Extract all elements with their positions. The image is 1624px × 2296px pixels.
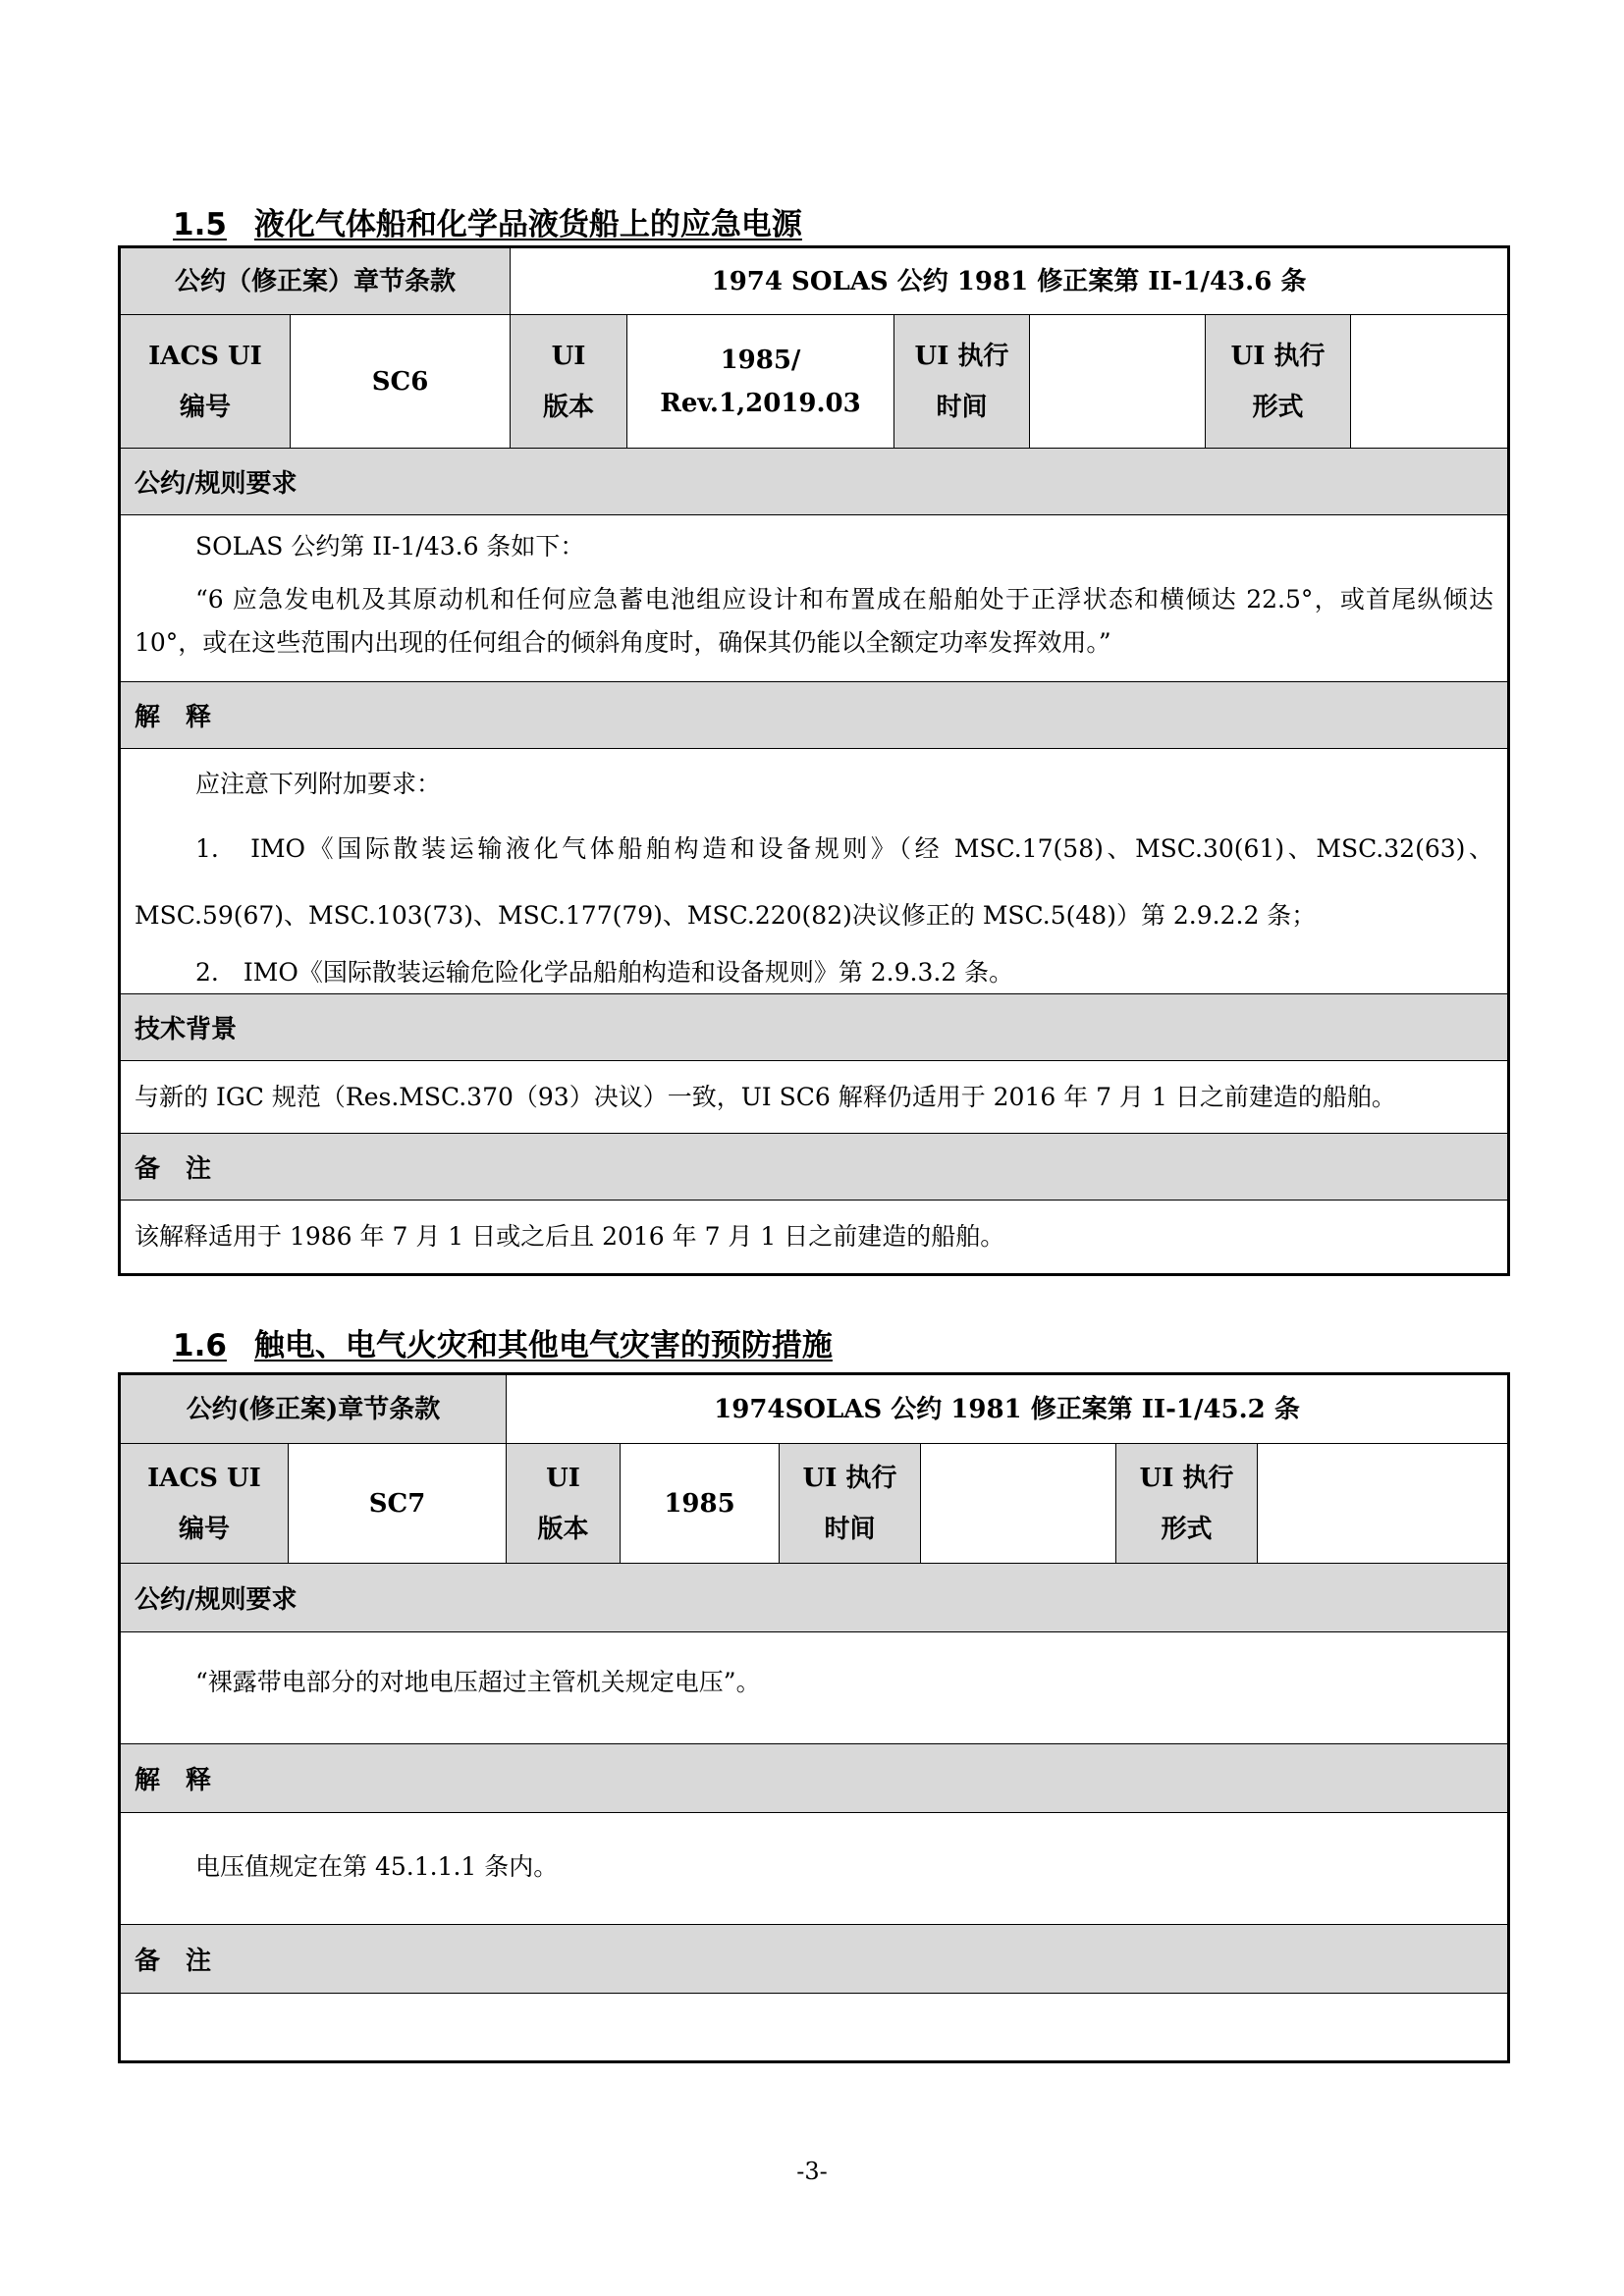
ui-table-sc7 xyxy=(118,1372,1510,2063)
meta-row xyxy=(121,1444,1507,1564)
section-title: 触电、电气火灾和其他电气灾害的预防措施 xyxy=(253,1328,833,1363)
version-value-line2: Rev.1,2019.03 xyxy=(660,388,861,418)
requirements-header-label: 公约/规则要求 xyxy=(135,469,298,499)
convention-row xyxy=(121,248,1507,315)
notes-body xyxy=(121,1994,1507,2060)
notes-header-label: 备 注 xyxy=(135,1947,212,1976)
interpretation-body xyxy=(121,749,1507,994)
requirements-paragraph-2: “6 应急发电机及其原动机和任何应急蓄电池组应设计和布置成在船舶处于正浮状态和横倾达 22.5°，或首尾纵倾达 10°，或在这些范围内出现的任何组合的倾斜角度时，确保其仍能以全额定功率发挥效用。” xyxy=(135,585,1493,657)
requirements-header xyxy=(121,1564,1507,1632)
version-value: 1985 xyxy=(621,1444,780,1563)
exec-form-label-line1: UI 执行 xyxy=(1139,1463,1234,1493)
page-number: -3- xyxy=(796,2158,828,2185)
background-header xyxy=(121,994,1507,1061)
iacs-value: SC6 xyxy=(291,315,511,448)
exec-time-label xyxy=(894,315,1030,448)
interpretation-header xyxy=(121,1744,1507,1813)
interpretation-item-2: 2. IMO《国际散装运输危险化学品船舶构造和设备规则》第 2.9.3.2 条。 xyxy=(195,958,1014,987)
notes-paragraph: 该解释适用于 1986 年 7 月 1 日或之后且 2016 年 7 月 1 日之前建造的船舶。 xyxy=(135,1222,1005,1251)
requirements-paragraph: “裸露带电部分的对地电压超过主管机关规定电压”。 xyxy=(195,1667,761,1696)
requirements-body xyxy=(121,515,1507,682)
notes-header xyxy=(121,1134,1507,1201)
iacs-value: SC7 xyxy=(289,1444,507,1563)
iacs-label-line1: IACS UI xyxy=(147,1463,261,1493)
requirements-paragraph-1: SOLAS 公约第 II-1/43.6 条如下： xyxy=(195,532,585,561)
exec-form-value xyxy=(1258,1444,1507,1563)
exec-time-label-line1: UI 执行 xyxy=(802,1463,897,1493)
notes-body xyxy=(121,1201,1507,1273)
background-body xyxy=(121,1061,1507,1134)
iacs-label-line2: 编号 xyxy=(179,392,231,422)
exec-form-label-line2: 形式 xyxy=(1252,392,1304,422)
requirements-header-label: 公约/规则要求 xyxy=(135,1585,298,1615)
version-label-line2: 版本 xyxy=(542,392,594,422)
exec-form-label-line1: UI 执行 xyxy=(1230,341,1326,371)
interpretation-body xyxy=(121,1813,1507,1925)
version-label-line1: UI xyxy=(551,341,586,371)
version-label xyxy=(511,315,627,448)
background-header-label: 技术背景 xyxy=(135,1015,238,1044)
ui-table-sc6 xyxy=(118,245,1510,1276)
interpretation-paragraph: 电压值规定在第 45.1.1.1 条内。 xyxy=(195,1851,559,1881)
iacs-label-line2: 编号 xyxy=(178,1514,230,1544)
iacs-label xyxy=(121,315,291,448)
interpretation-header-label: 解 释 xyxy=(135,1766,212,1795)
exec-form-label xyxy=(1206,315,1351,448)
exec-time-value xyxy=(1030,315,1206,448)
section-number: 1.5 xyxy=(173,207,227,242)
exec-form-value xyxy=(1351,315,1507,448)
meta-row xyxy=(121,315,1507,449)
convention-label: 公约(修正案)章节条款 xyxy=(121,1375,507,1443)
version-value xyxy=(627,315,894,448)
convention-row xyxy=(121,1375,1507,1444)
iacs-label-line1: IACS UI xyxy=(148,341,262,371)
version-label-line1: UI xyxy=(546,1463,580,1493)
convention-value: 1974 SOLAS 公约 1981 修正案第 II-1/43.6 条 xyxy=(711,266,1307,296)
section-number: 1.6 xyxy=(173,1328,227,1363)
requirements-header xyxy=(121,449,1507,515)
exec-time-label-line2: 时间 xyxy=(936,392,988,422)
convention-label: 公约（修正案）章节条款 xyxy=(121,248,511,314)
version-value-line1: 1985/ xyxy=(720,345,801,375)
section-title: 液化气体船和化学品液货船上的应急电源 xyxy=(253,207,802,242)
notes-header xyxy=(121,1925,1507,1994)
iacs-label xyxy=(121,1444,289,1563)
version-label-line2: 版本 xyxy=(537,1514,589,1544)
exec-time-label xyxy=(780,1444,921,1563)
convention-value: 1974SOLAS 公约 1981 修正案第 II-1/45.2 条 xyxy=(714,1394,1300,1424)
background-paragraph: 与新的 IGC 规范（Res.MSC.370（93）决议）一致，UI SC6 解释仍适用于 2016 年 7 月 1 日之前建造的船舶。 xyxy=(135,1082,1396,1111)
exec-time-label-line2: 时间 xyxy=(824,1514,876,1544)
version-label xyxy=(507,1444,621,1563)
exec-time-value xyxy=(921,1444,1116,1563)
interpretation-item-1: 1. IMO《国际散装运输液化气体船舶构造和设备规则》（经 MSC.17(58)、MSC.30(61)、MSC.32(63)、MSC.59(67)、MSC.103(73)、MSC.177(79)、MSC.220(82)决议修正的 MSC.5(48)）第 2.9.2.2 条； xyxy=(135,834,1493,930)
interpretation-header xyxy=(121,682,1507,749)
section-heading-1-6 xyxy=(173,1327,833,1364)
notes-header-label: 备 注 xyxy=(135,1154,212,1184)
interpretation-paragraph-1: 应注意下列附加要求： xyxy=(195,770,442,798)
section-heading-1-5 xyxy=(173,206,802,243)
exec-form-label xyxy=(1116,1444,1258,1563)
interpretation-header-label: 解 释 xyxy=(135,703,212,732)
requirements-body xyxy=(121,1632,1507,1744)
exec-form-label-line2: 形式 xyxy=(1161,1514,1213,1544)
exec-time-label-line1: UI 执行 xyxy=(914,341,1009,371)
